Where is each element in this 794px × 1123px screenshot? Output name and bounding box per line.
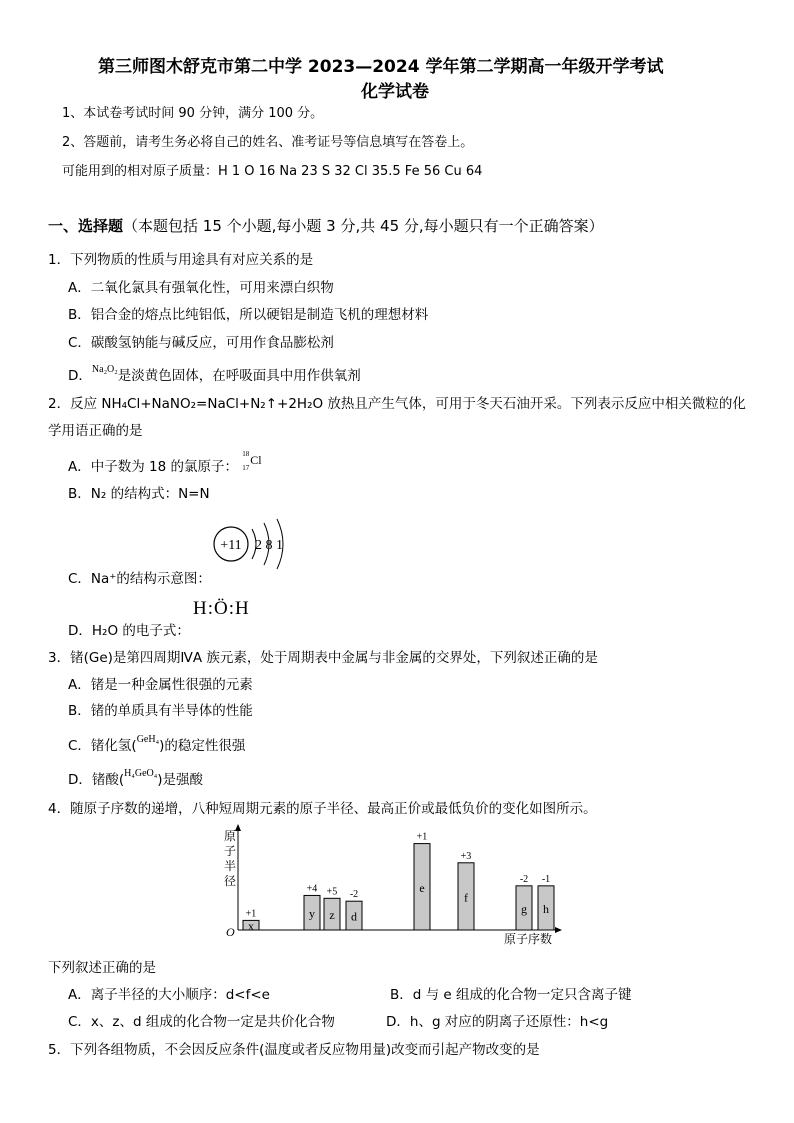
q2-a-text: A．中子数为 18 的氯原子： xyxy=(68,459,238,475)
valence-label-f: +3 xyxy=(460,850,472,862)
q1-option-c: C．碳酸氢钠能与碱反应，可用作食品膨松剂 xyxy=(68,335,334,351)
q2-stem-line1: 2．反应 NH₄Cl+NaNO₂=NaCl+N₂↑+2H₂O 放热且产生气体，可用于冬天石油开采。下列表示反应中相关微粒的化 xyxy=(48,396,746,412)
bar-label-h: h xyxy=(543,901,549,916)
bar-label-d: d xyxy=(351,909,357,924)
note-atomic-masses: 可能用到的相对原子质量：H 1 O 16 Na 23 S 32 Cl 35.5 Fe 56 Cu 64 xyxy=(62,164,483,179)
origin-label: O xyxy=(226,925,235,939)
q1-d-text: 是淡黄色固体，在呼吸面具中用作供氧剂 xyxy=(117,368,361,384)
q1-stem: 1．下列物质的性质与用途具有对应关系的是 xyxy=(48,252,314,268)
q3-c-suffix: )的稳定性很强 xyxy=(159,738,246,754)
bar-label-e: e xyxy=(419,880,425,895)
q2-option-d: D．H₂O 的电子式： xyxy=(68,623,190,639)
q3-option-d xyxy=(68,768,203,788)
q4-option-b: B．d 与 e 组成的化合物一定只含离子键 xyxy=(390,987,632,1003)
q4-stem: 4．随原子序数的递增，八种短周期元素的原子半径、最高正价或最低负价的变化如图所示。 xyxy=(48,801,597,817)
bar-label-x: x xyxy=(248,919,254,934)
q2-a-symbol: Cl xyxy=(250,453,262,467)
q4-option-d: D．h、g 对应的阴离子还原性：h<g xyxy=(386,1014,609,1030)
q3-d-prefix: D．锗酸( xyxy=(68,772,125,788)
q1-d-formula: Na₂O₂ xyxy=(91,364,118,375)
q1-option-a: A．二氧化氯具有强氧化性，可用来漂白织物 xyxy=(68,280,334,296)
valence-label-z: +5 xyxy=(326,886,338,898)
q3-option-c xyxy=(68,734,245,754)
q1-option-b: B．铝合金的熔点比纯铝低，所以硬铝是制造飞机的理想材料 xyxy=(68,307,429,323)
q3-option-a: A．锗是一种金属性很强的元素 xyxy=(68,677,253,693)
bars-group xyxy=(243,832,554,934)
q2-option-c: C．Na⁺的结构示意图： xyxy=(68,571,211,587)
section-heading xyxy=(48,215,604,236)
q2-stem-line2: 学用语正确的是 xyxy=(48,423,143,439)
q2-a-nuclide xyxy=(242,450,268,476)
shell-electrons: 2 8 1 xyxy=(255,538,283,553)
water-electron-formula: H:Ö:H xyxy=(193,598,250,619)
x-axis-label: 原子序数 xyxy=(504,932,553,946)
y-axis-label xyxy=(224,829,236,888)
q5-stem: 5．下列各组物质，不会因反应条件(温度或者反应物用量)改变而引起产物改变的是 xyxy=(48,1042,540,1058)
q4-option-c: C．x、z、d 组成的化合物一定是共价化合物 xyxy=(68,1014,335,1030)
q3-c-prefix: C．锗化氢( xyxy=(68,738,137,754)
q3-option-b: B．锗的单质具有半导体的性能 xyxy=(68,703,253,719)
y-axis-label-char: 子 xyxy=(224,844,237,858)
q2-option-b: B．N₂ 的结构式：N=N xyxy=(68,486,210,502)
q1-option-d xyxy=(68,364,361,384)
q2-option-a xyxy=(68,450,268,476)
sodium-structure-diagram xyxy=(208,515,308,577)
section-description: （本题包括 15 个小题,每小题 3 分,共 45 分,每小题只有一个正确答案） xyxy=(123,217,604,235)
q4-chart xyxy=(218,822,568,954)
note-2: 2、答题前，请考生务必将自己的姓名、准考证号等信息填写在答卷上。 xyxy=(62,135,474,150)
q3-d-suffix: )是强酸 xyxy=(157,772,204,788)
exam-title-line2: 化学试卷 xyxy=(361,82,429,102)
q1-d-prefix: D． xyxy=(68,368,92,384)
q2-a-mass-number: 18 xyxy=(242,450,250,458)
y-axis-label-char: 半 xyxy=(224,859,237,873)
q4-prompt: 下列叙述正确的是 xyxy=(48,960,156,976)
q2-a-atomic-number: 17 xyxy=(242,464,250,472)
bar-label-y: y xyxy=(309,906,315,921)
y-axis-label-char: 径 xyxy=(224,874,237,888)
valence-label-d: -2 xyxy=(349,889,359,901)
valence-label-h: -1 xyxy=(541,873,551,885)
section-title: 一、选择题 xyxy=(48,217,124,235)
bar-label-g: g xyxy=(521,901,527,916)
q4-bar-chart xyxy=(218,822,568,950)
q3-stem: 3．锗(Ge)是第四周期ⅣA 族元素，处于周期表中金属与非金属的交界处，下列叙述正确的是 xyxy=(48,650,598,666)
q3-c-formula: GeH₄ xyxy=(136,734,160,745)
valence-label-x: +1 xyxy=(245,908,257,920)
x-axis-arrow xyxy=(555,927,562,933)
valence-label-g: -2 xyxy=(519,873,529,885)
valence-label-e: +1 xyxy=(416,831,428,843)
y-axis-label-char: 原 xyxy=(224,829,237,843)
bar-label-z: z xyxy=(329,908,335,923)
nucleus-charge: +11 xyxy=(220,538,242,553)
q4-option-a: A．离子半径的大小顺序：d<f<e xyxy=(68,987,270,1003)
exam-title-line1: 第三师图木舒克市第二中学 2023—2024 学年第二学期高一年级开学考试 xyxy=(98,57,664,77)
note-1: 1、本试卷考试时间 90 分钟，满分 100 分。 xyxy=(62,106,324,121)
valence-label-y: +4 xyxy=(306,883,318,895)
q3-d-formula: H₄GeO₄ xyxy=(124,768,158,779)
bar-label-f: f xyxy=(464,890,468,905)
